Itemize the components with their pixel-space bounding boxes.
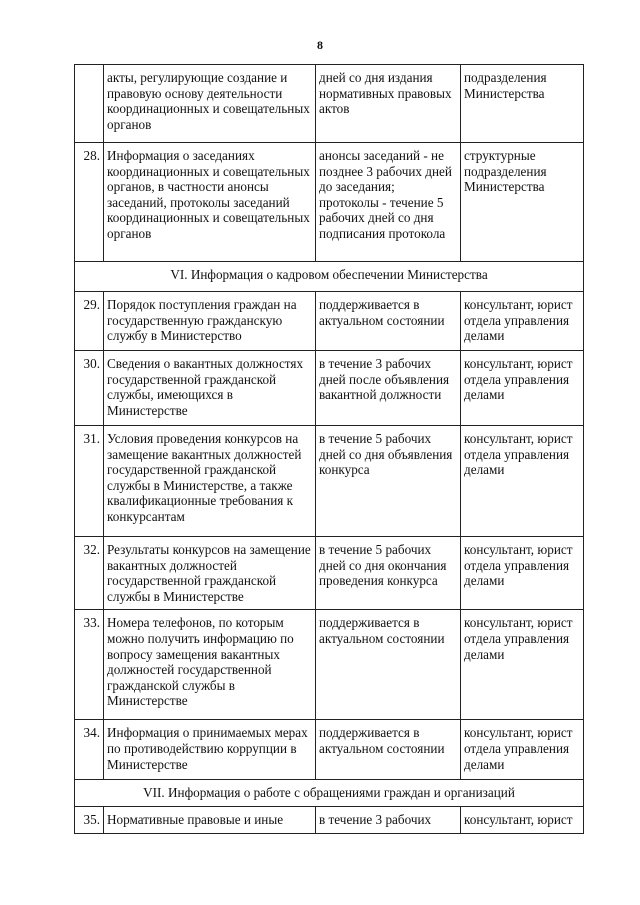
information-table [74, 64, 584, 834]
row-number: 33. [75, 610, 104, 720]
info-cell: Информация о принимаемых мерах по противодействию коррупции в Министерстве [104, 720, 316, 780]
responsible-cell: консультант, юрист отдела управления делами [461, 351, 584, 426]
table-row [75, 65, 584, 143]
term-cell: поддерживается в актуальном состоянии [316, 610, 461, 720]
section-title: VI. Информация о кадровом обеспечении Министерства [75, 262, 584, 292]
table-row [75, 351, 584, 426]
section-title: VII. Информация о работе с обращениями граждан и организаций [75, 780, 584, 807]
table-row [75, 143, 584, 262]
row-number: 35. [75, 807, 104, 834]
table-row [75, 807, 584, 834]
term-cell: дней со дня издания нормативных правовых актов [316, 65, 461, 143]
row-number [75, 65, 104, 143]
responsible-cell: консультант, юрист отдела управления делами [461, 426, 584, 537]
term-cell: анонсы заседаний - не позднее 3 рабочих дней до заседания; протоколы - течение 5 рабочих дней со дня подписания протокола [316, 143, 461, 262]
section-header-row [75, 780, 584, 807]
table-row [75, 537, 584, 610]
term-cell: в течение 3 рабочих [316, 807, 461, 834]
info-cell: Результаты конкурсов на замещение вакантных должностей государственной гражданской службы в Министерстве [104, 537, 316, 610]
table-row [75, 610, 584, 720]
responsible-cell: консультант, юрист отдела управления делами [461, 292, 584, 351]
term-cell: в течение 5 рабочих дней со дня окончания проведения конкурса [316, 537, 461, 610]
term-cell: поддерживается в актуальном состоянии [316, 720, 461, 780]
term-cell: в течение 5 рабочих дней со дня объявления конкурса [316, 426, 461, 537]
term-cell: поддерживается в актуальном состоянии [316, 292, 461, 351]
row-number: 34. [75, 720, 104, 780]
row-number: 28. [75, 143, 104, 262]
responsible-cell: структурные подразделения Министерства [461, 143, 584, 262]
row-number: 30. [75, 351, 104, 426]
info-cell: Информация о заседаниях координационных и совещательных органов, в частности анонсы заседаний, протоколы заседаний координационных и совещательных органов [104, 143, 316, 262]
table-row [75, 292, 584, 351]
responsible-cell: подразделения Министерства [461, 65, 584, 143]
responsible-cell: консультант, юрист отдела управления делами [461, 537, 584, 610]
section-header-row [75, 262, 584, 292]
info-cell: Нормативные правовые и иные [104, 807, 316, 834]
responsible-cell: консультант, юрист отдела управления делами [461, 610, 584, 720]
row-number: 29. [75, 292, 104, 351]
table-row [75, 720, 584, 780]
page-number: 8 [317, 38, 323, 52]
row-number: 32. [75, 537, 104, 610]
info-cell: Условия проведения конкурсов на замещение вакантных должностей государственной гражданской службы в Министерстве, а также квалификационные требования к конкурсантам [104, 426, 316, 537]
term-cell: в течение 3 рабочих дней после объявления вакантной должности [316, 351, 461, 426]
info-cell: Порядок поступления граждан на государственную гражданскую службу в Министерство [104, 292, 316, 351]
responsible-cell: консультант, юрист [461, 807, 584, 834]
info-cell: акты, регулирующие создание и правовую основу деятельности координационных и совещательных органов [104, 65, 316, 143]
table-row [75, 426, 584, 537]
responsible-cell: консультант, юрист отдела управления делами [461, 720, 584, 780]
info-cell: Номера телефонов, по которым можно получить информацию по вопросу замещения вакантных должностей государственной гражданской службы в Министерстве [104, 610, 316, 720]
row-number: 31. [75, 426, 104, 537]
info-cell: Сведения о вакантных должностях государственной гражданской службы, имеющихся в Министерстве [104, 351, 316, 426]
